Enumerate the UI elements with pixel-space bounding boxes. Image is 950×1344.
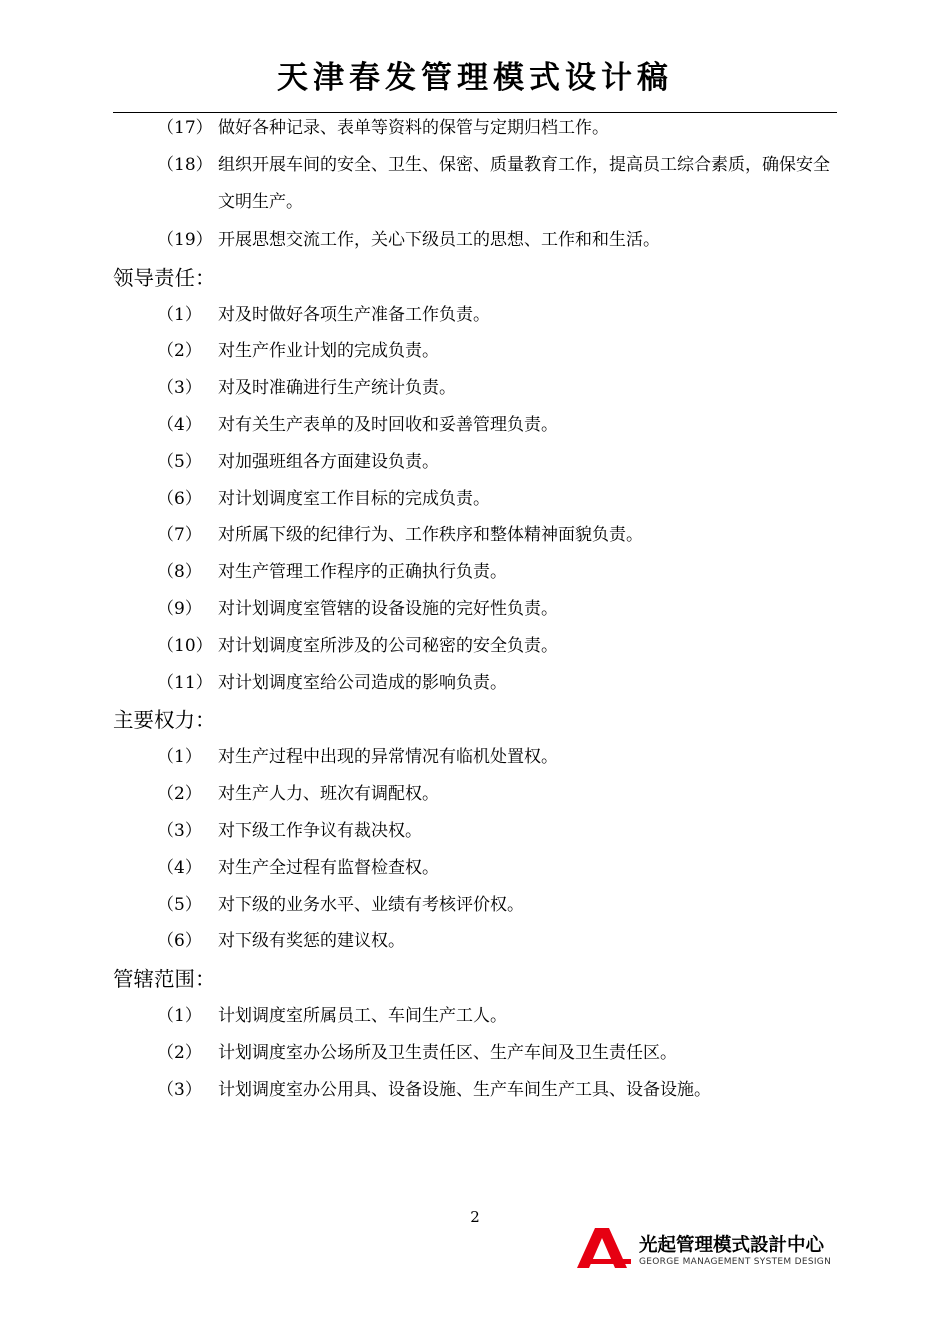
item-text: 对计划调度室所涉及的公司秘密的安全负责。 (218, 635, 558, 656)
logo-a-mark-icon (575, 1228, 635, 1268)
document-body (113, 110, 837, 1109)
list-item (113, 222, 837, 259)
list-item (113, 998, 837, 1035)
item-text: 对及时做好各项生产准备工作负责。 (218, 304, 490, 325)
list-item (113, 370, 837, 407)
list-item (113, 887, 837, 924)
item-text: 开展思想交流工作，关心下级员工的思想、工作和和生活。 (218, 229, 660, 250)
item-number: （3） (157, 378, 202, 399)
list-item (113, 776, 837, 813)
item-text: 对生产管理工作程序的正确执行负责。 (218, 562, 507, 583)
item-number: （8） (157, 562, 202, 583)
item-text: 对生产过程中出现的异常情况有临机处置权。 (218, 747, 558, 768)
list-item (113, 813, 837, 850)
item-number: （7） (157, 525, 202, 546)
item-text: 对计划调度室给公司造成的影响负责。 (218, 672, 507, 693)
section-heading-powers: 主要权力： (113, 708, 216, 733)
item-text: 对计划调度室管辖的设备设施的完好性负责。 (218, 598, 558, 619)
item-text: 对下级工作争议有裁决权。 (218, 820, 422, 841)
item-number: （5） (157, 451, 202, 472)
item-number: （2） (157, 341, 202, 362)
item-text: 对及时准确进行生产统计负责。 (218, 378, 456, 399)
item-text: 对有关生产表单的及时回收和妥善管理负责。 (218, 414, 558, 435)
list-item (113, 481, 837, 518)
page-number: 2 (470, 1208, 480, 1226)
item-number: （18） (157, 154, 213, 175)
item-text: 对下级的业务水平、业绩有考核评价权。 (218, 894, 524, 915)
list-item (113, 110, 837, 147)
list-item (113, 554, 837, 591)
item-text: 对下级有奖惩的建议权。 (218, 931, 405, 952)
item-text: 对生产作业计划的完成负责。 (218, 341, 439, 362)
item-number: （2） (157, 784, 202, 805)
list-item (113, 1072, 837, 1109)
item-number: （10） (157, 635, 213, 656)
item-text: 组织开展车间的安全、卫生、保密、质量教育工作，提高员工综合素质，确保安全文明生产。 (218, 154, 830, 213)
item-number: （6） (157, 488, 202, 509)
list-item (113, 297, 837, 334)
item-text: 计划调度室所属员工、车间生产工人。 (218, 1006, 507, 1027)
list-item (113, 407, 837, 444)
item-number: （1） (157, 1006, 202, 1027)
item-number: （6） (157, 931, 202, 952)
item-number: （3） (157, 820, 202, 841)
item-text: 计划调度室办公用具、设备设施、生产车间生产工具、设备设施。 (218, 1079, 711, 1100)
logo-chinese-text: 光起管理模式設計中心 (639, 1235, 825, 1256)
item-text: 对加强班组各方面建设负责。 (218, 451, 439, 472)
item-text: 对生产人力、班次有调配权。 (218, 784, 439, 805)
list-item (113, 591, 837, 628)
list-item (113, 850, 837, 887)
list-item (113, 444, 837, 481)
item-text: 做好各种记录、表单等资料的保管与定期归档工作。 (218, 118, 609, 138)
item-number: （2） (157, 1042, 202, 1063)
item-number: （5） (157, 894, 202, 915)
item-number: （1） (157, 747, 202, 768)
item-number: （19） (157, 229, 213, 250)
item-number: （4） (157, 857, 202, 878)
list-item (113, 923, 837, 960)
item-text: 对计划调度室工作目标的完成负责。 (218, 488, 490, 509)
company-logo (575, 1228, 845, 1272)
list-item (113, 517, 837, 554)
list-item (113, 739, 837, 776)
item-text: 计划调度室办公场所及卫生责任区、生产车间及卫生责任区。 (218, 1042, 677, 1063)
item-number: （4） (157, 414, 202, 435)
list-item (113, 1035, 837, 1072)
list-item (113, 628, 837, 665)
item-number: （17） (157, 118, 213, 138)
page-title: 天津春发管理模式设计稿 (277, 60, 673, 96)
logo-english-text: GEORGE MANAGEMENT SYSTEM DESIGN (639, 1257, 832, 1267)
item-number: （9） (157, 598, 202, 619)
item-text: 对生产全过程有监督检查权。 (218, 857, 439, 878)
section-heading-scope: 管辖范围： (113, 967, 216, 992)
item-text: 对所属下级的纪律行为、工作秩序和整体精神面貌负责。 (218, 525, 643, 546)
section-heading-leadership: 领导责任： (113, 265, 216, 290)
list-item (113, 333, 837, 370)
item-number: （11） (157, 672, 213, 693)
item-number: （3） (157, 1079, 202, 1100)
item-number: （1） (157, 304, 202, 325)
list-item (113, 665, 837, 702)
list-item (113, 147, 837, 222)
